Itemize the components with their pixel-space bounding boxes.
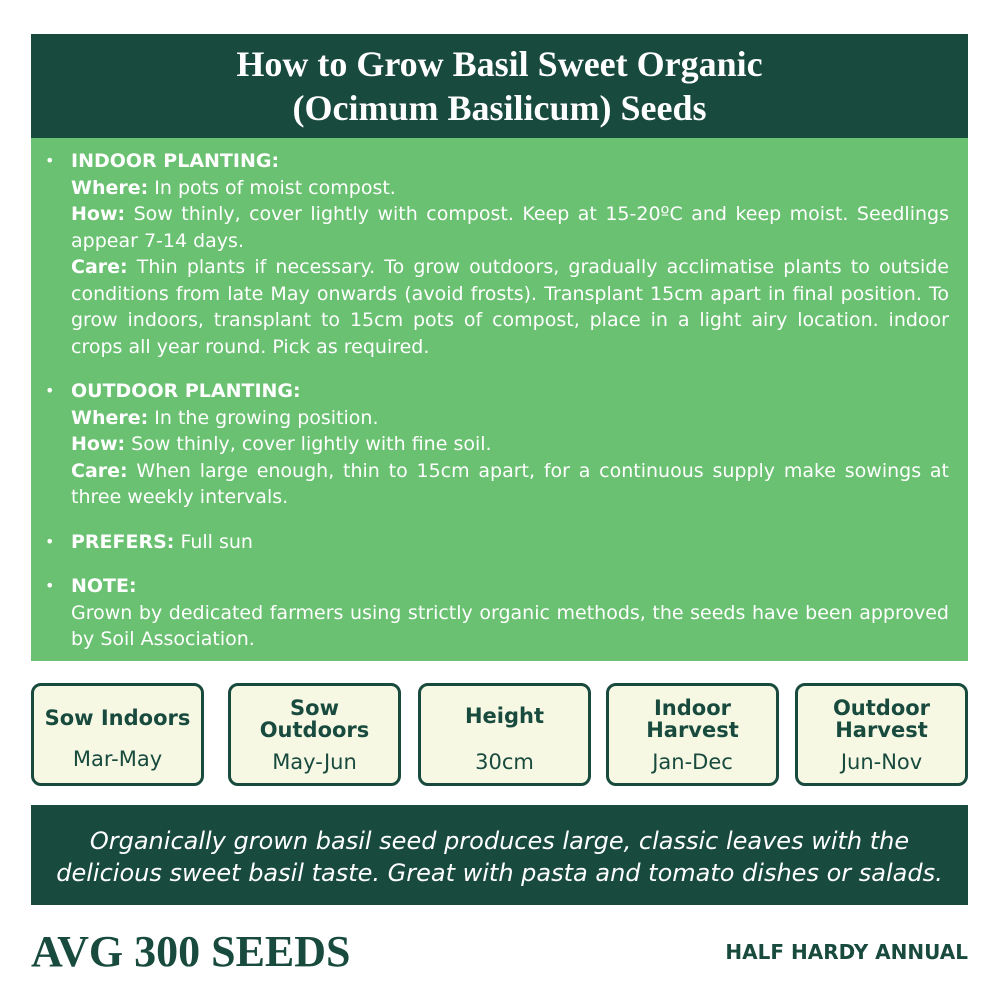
indoor-how: How: Sow thinly, cover lightly with compost. Keep at 15-20ºC and keep moist. Seedlings appear 7-14 days.: [71, 203, 949, 252]
box-value: Mar-May: [72, 747, 163, 771]
prefers-section: [45, 529, 949, 556]
note-section: [45, 573, 949, 653]
description-line-1: Organically grown basil seed produces large, classic leaves with the: [89, 827, 910, 855]
box-label: Outdoors: [259, 718, 370, 742]
outdoor-planting-section: [45, 378, 949, 511]
box-value: May-Jun: [272, 750, 357, 774]
indoor-harvest-box: [606, 683, 779, 786]
description-banner: [31, 805, 968, 905]
height-box: [418, 683, 591, 786]
outdoor-where: Where: In the growing position.: [71, 406, 379, 429]
title-line-2: (Ocimum Basilicum) Seeds: [292, 88, 707, 128]
title-line-1: How to Grow Basil Sweet Organic: [236, 44, 763, 84]
box-label: Harvest: [646, 718, 739, 742]
sow-indoors-box: [31, 683, 204, 786]
instructions-panel: [31, 138, 968, 661]
bullet-icon: •: [45, 381, 55, 400]
bullet-icon: •: [45, 151, 55, 170]
box-label: Indoor: [653, 696, 731, 720]
indoor-heading: INDOOR PLANTING:: [71, 150, 280, 172]
prefers-text: PREFERS: Full sun: [71, 530, 253, 553]
info-boxes: [31, 683, 968, 786]
description-line-2: delicious sweet basil taste. Great with pasta and tomato dishes or salads.: [56, 859, 943, 887]
box-value: 30cm: [475, 750, 534, 774]
box-value: Jan-Dec: [652, 750, 733, 774]
box-value: Jun-Nov: [840, 750, 923, 774]
box-label: Outdoor: [832, 696, 931, 720]
outdoor-heading: OUTDOOR PLANTING:: [71, 380, 301, 402]
outdoor-how: How: Sow thinly, cover lightly with fine soil.: [71, 433, 492, 455]
bullet-icon: •: [45, 576, 55, 595]
box-label: Height: [464, 704, 545, 728]
box-label: Sow Indoors: [44, 706, 191, 730]
note-heading: NOTE:: [71, 575, 137, 597]
plant-type-label: HALF HARDY ANNUAL: [725, 940, 968, 964]
box-label: Sow: [290, 696, 339, 720]
outdoor-harvest-box: [795, 683, 968, 786]
outdoor-care: Care: When large enough, thin to 15cm apart, for a continuous supply make sowings at three weekly intervals.: [71, 459, 949, 508]
indoor-planting-section: [45, 148, 949, 360]
title-banner: [31, 34, 968, 138]
box-label: Harvest: [835, 718, 928, 742]
note-text: Grown by dedicated farmers using strictly organic methods, the seeds have been approved by Soil Association.: [71, 601, 949, 650]
indoor-where: Where: In pots of moist compost.: [71, 176, 396, 199]
sow-outdoors-box: [228, 683, 401, 786]
bullet-icon: •: [45, 531, 55, 551]
seed-count: AVG 300 SEEDS: [31, 927, 351, 976]
indoor-care: Care: Thin plants if necessary. To grow outdoors, gradually acclimatise plants to outside conditions from late May onwards (avoid frosts). Transplant 15cm apart in final position. To grow indoors, transplant to 15cm pots of compost, place in a light airy location. indoor crops all year round. Pick as required.: [71, 256, 949, 358]
